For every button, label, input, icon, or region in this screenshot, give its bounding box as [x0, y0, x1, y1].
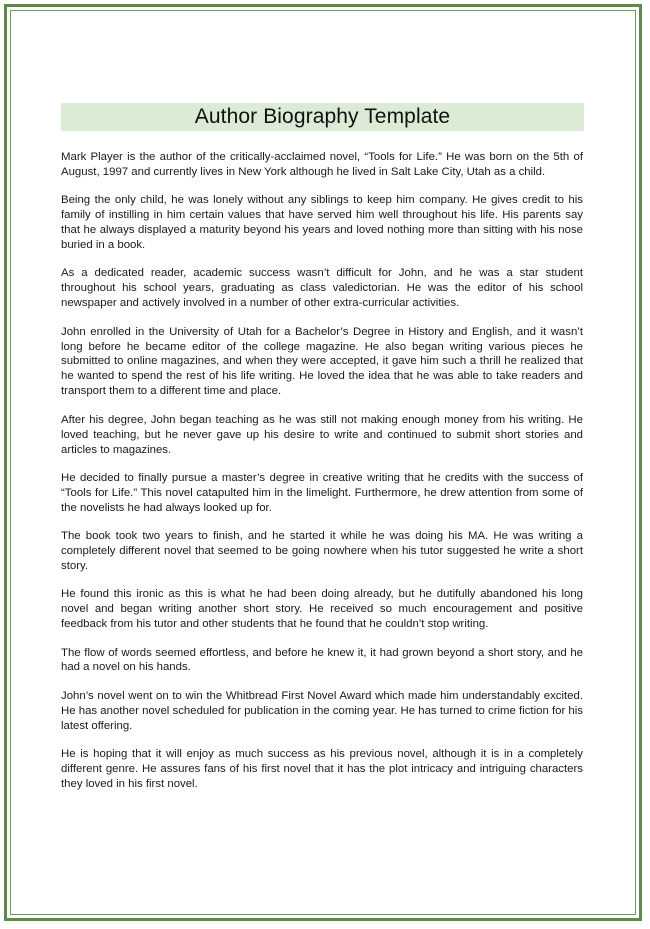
title-band	[61, 103, 584, 131]
paragraph: He is hoping that it will enjoy as much success as his previous novel, although it is in a completely different genre. He assures fans of his first novel that it has the plot intricacy and intriguing characters they loved in his first novel.	[61, 748, 583, 790]
paragraph: He found this ironic as this is what he had been doing already, but he dutifully abandoned his long novel and began writing another short story. He received so much encouragement and positive feedback from his tutor and other students that he found that he couldn’t stop writing.	[61, 588, 583, 631]
paragraph: Mark Player is the author of the critically-acclaimed novel, “Tools for Life.” He was born on the 5th of August, 1997 and currently lives in New York although he lived in Salt Lake City, Utah as a child.	[61, 151, 583, 178]
paragraph: The book took two years to finish, and he started it while he was doing his MA. He was writing a completely different novel that seemed to be going nowhere when his tutor suggested he write a short story.	[61, 530, 583, 572]
page-title: Author Biography Template	[194, 105, 451, 128]
paragraph: He decided to finally pursue a master’s degree in creative writing that he credits with the success of “Tools for Life.” This novel catapulted him in the limelight. Furthermore, he drew attention from some of the novelists he had always looked up for.	[61, 471, 583, 514]
paragraph: As a dedicated reader, academic success wasn’t difficult for John, and he was a star student throughout his school years, graduating as class valedictorian. He was the editor of his school newspaper and actively involved in a number of other extra-curricular activities.	[61, 267, 583, 310]
paragraph: John enrolled in the University of Utah for a Bachelor’s Degree in History and English, and it wasn’t long before he became editor of the college magazine. He also began writing various pieces he submitted to online magazines, and when they were accepted, it gave him such a thrill he realized that he wanted to spend the rest of his life writing. He loved the idea that he was able to take readers and transport them to a different time and place.	[61, 325, 583, 398]
paragraph: After his degree, John began teaching as he was still not making enough money from his writing. He loved teaching, but he never gave up his desire to write and continued to submit short stories and articles to magazines.	[61, 413, 583, 456]
paragraph: John’s novel went on to win the Whitbread First Novel Award which made him understandably excited. He has another novel scheduled for publication in the coming year. He has turned to crime fiction for his latest offering.	[61, 689, 583, 732]
paragraph: The flow of words seemed effortless, and before he knew it, it had grown beyond a short story, and he had a novel on his hands.	[61, 646, 583, 674]
biography-body	[61, 150, 583, 805]
paragraph: Being the only child, he was lonely without any siblings to keep him company. He gives credit to his family of instilling in him certain values that have served him well throughout his life. His parents say that he always displayed a maturity beyond his years and loved nothing more than sitting with his nose buried in a book.	[61, 194, 583, 252]
